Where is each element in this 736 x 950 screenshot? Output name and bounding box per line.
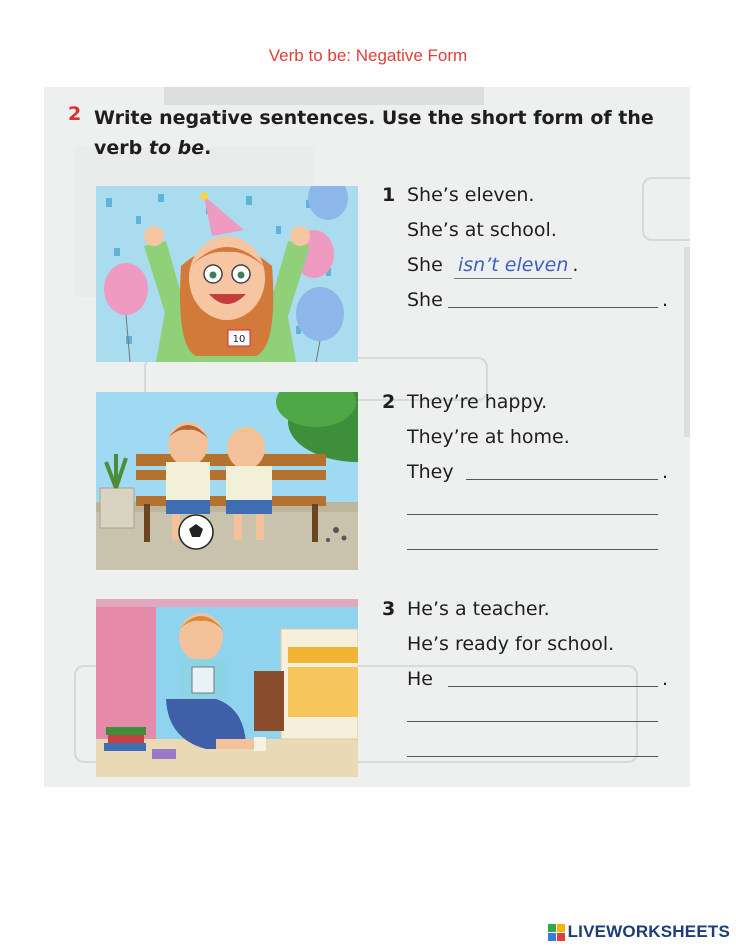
filled-answer-line[interactable]: [454, 248, 578, 282]
item-line: [382, 627, 682, 661]
item-line: [382, 420, 682, 454]
boys-bench-image: [96, 392, 358, 570]
exercise-item-1: [382, 178, 682, 318]
prompt-sentence: They’re happy.: [407, 391, 548, 413]
illustration-party-girl: [96, 186, 358, 362]
answer-period: .: [662, 289, 669, 311]
answer-period: .: [662, 461, 669, 483]
item-line: [382, 662, 682, 696]
exercise-item-3: [382, 592, 682, 772]
answer-subject: She: [407, 254, 443, 276]
item-number: 1: [382, 184, 396, 206]
liveworksheets-logo-icon: [548, 924, 565, 941]
show-through-band: [684, 247, 690, 437]
prompt-sentence: He’s ready for school.: [407, 633, 615, 655]
illustration-boys-bench: [96, 392, 358, 570]
answer-blank[interactable]: [466, 478, 658, 480]
filled-answer[interactable]: isn’t eleven: [454, 252, 572, 279]
item-line: [382, 385, 682, 419]
page-heading: Verb to be: Negative Form: [268, 46, 468, 65]
item-line: [382, 455, 682, 489]
answer-subject: She: [407, 289, 443, 311]
exercise-instruction: [94, 103, 664, 163]
prompt-sentence: She’s eleven.: [407, 184, 535, 206]
answer-period: .: [572, 254, 579, 276]
item-number: 3: [382, 598, 396, 620]
badge-number: 10: [232, 334, 246, 345]
illustration-boy-backpack: [96, 599, 358, 777]
answer-blank-continued[interactable]: [407, 720, 658, 722]
exercise-number: 2: [68, 103, 82, 125]
item-line: [382, 178, 682, 212]
exercise-item-2: [382, 385, 682, 565]
answer-blank[interactable]: [448, 685, 658, 687]
answer-blank-continued[interactable]: [407, 755, 658, 757]
answer-blank[interactable]: [448, 306, 658, 308]
instruction-emphasis: to be: [148, 137, 205, 159]
liveworksheets-watermark: [548, 922, 730, 942]
instruction-text: Write negative sentences. Use the short form of the verb: [94, 107, 654, 159]
item-line: [382, 283, 682, 317]
answer-subject: They: [407, 461, 454, 483]
prompt-sentence: She’s at school.: [407, 219, 557, 241]
watermark-text: LIVEWORKSHEETS: [567, 922, 730, 941]
answer-subject: He: [407, 668, 433, 690]
worksheet-page: [44, 87, 690, 787]
boy-backpack-image: [96, 599, 358, 777]
prompt-sentence: He’s a teacher.: [407, 598, 550, 620]
item-line: [382, 592, 682, 626]
instruction-end: .: [204, 137, 212, 159]
answer-blank-continued[interactable]: [407, 548, 658, 550]
item-number: 2: [382, 391, 396, 413]
party-girl-image: [96, 186, 358, 362]
prompt-sentence: They’re at home.: [407, 426, 570, 448]
item-line: [382, 213, 682, 247]
answer-blank-continued[interactable]: [407, 513, 658, 515]
item-line: [382, 248, 682, 282]
answer-period: .: [662, 668, 669, 690]
